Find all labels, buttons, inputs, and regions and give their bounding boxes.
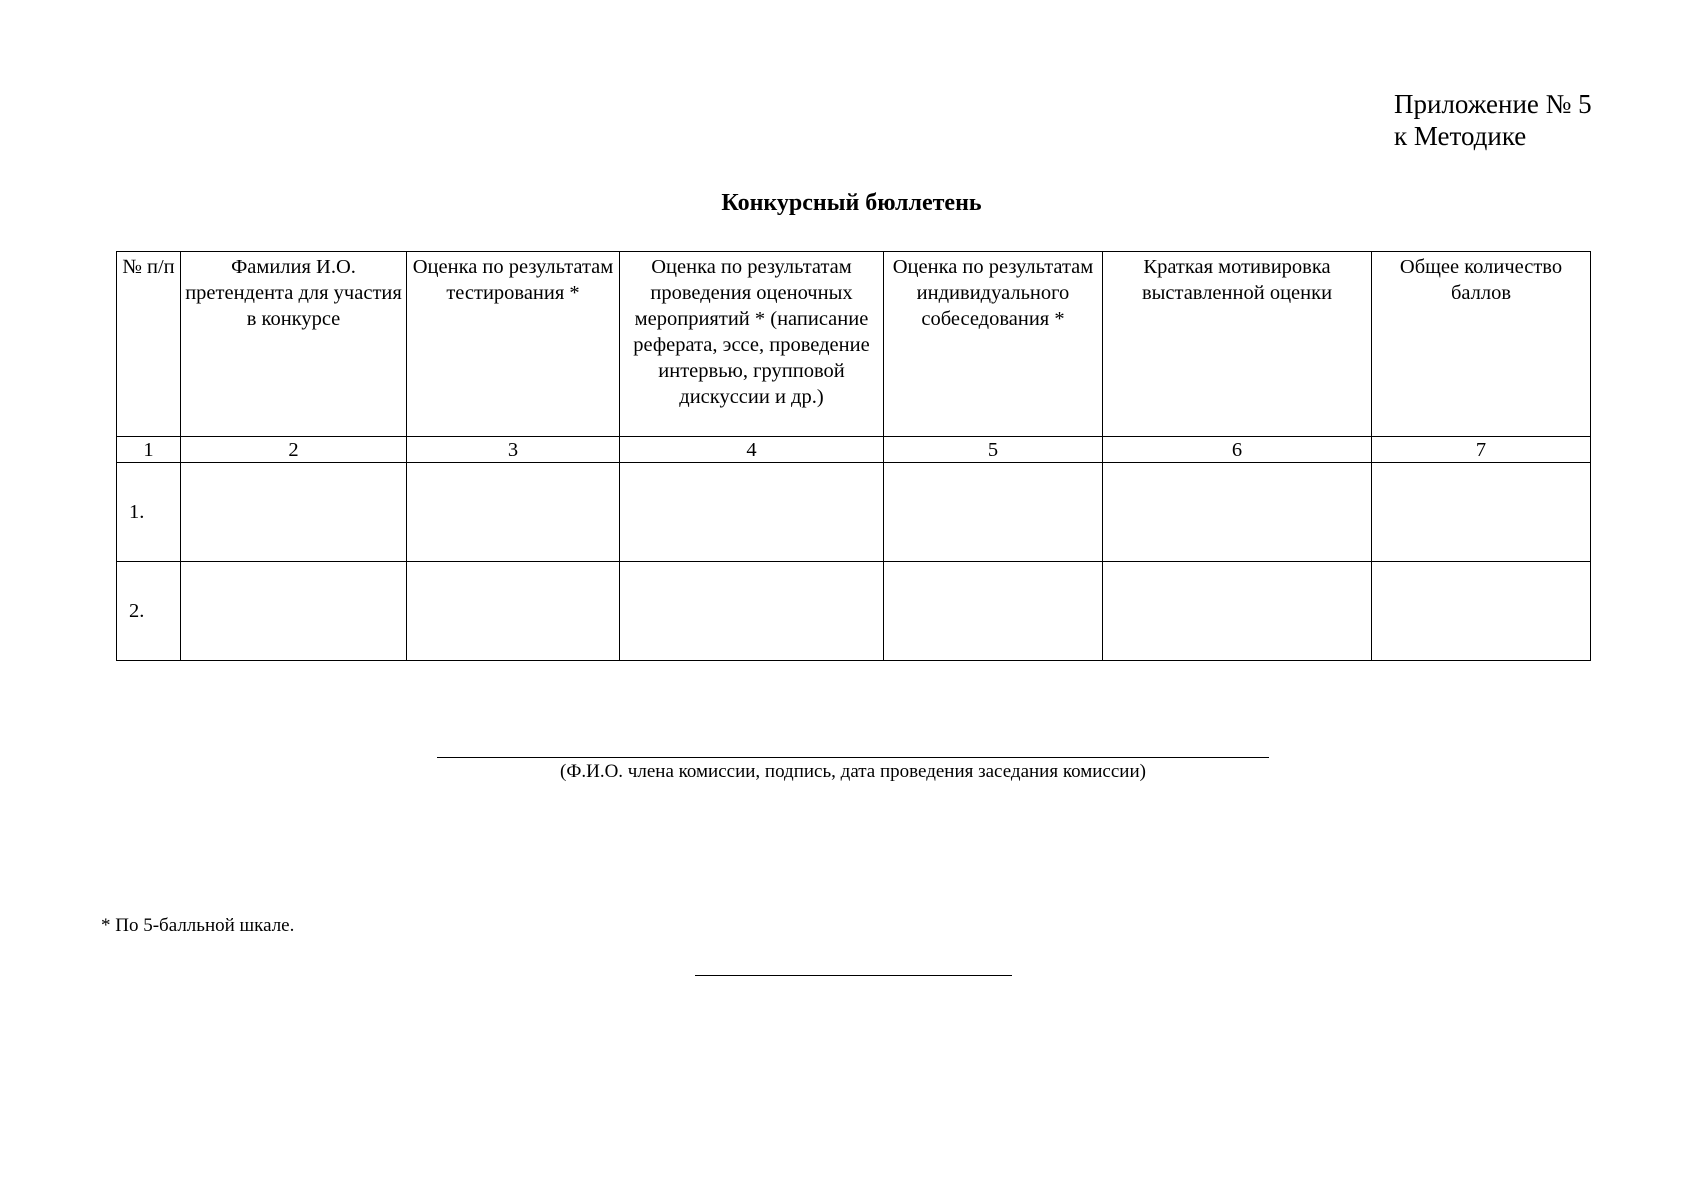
appendix-note xyxy=(1394,88,1592,152)
header-number: № п/п xyxy=(117,252,181,437)
header-row xyxy=(117,252,1591,437)
table-row xyxy=(117,562,1591,661)
signature-caption: (Ф.И.О. члена комиссии, подпись, дата проведения заседания комиссии) xyxy=(560,761,1146,782)
assessment-score-cell xyxy=(620,463,884,562)
column-number: 5 xyxy=(884,437,1103,463)
column-number-row xyxy=(117,437,1591,463)
candidate-name-cell xyxy=(181,463,407,562)
header-interview-score: Оценка по результатам индивидуального собеседования * xyxy=(884,252,1103,437)
document-title: Конкурсный бюллетень xyxy=(721,190,982,216)
header-total-points: Общее количество баллов xyxy=(1372,252,1591,437)
testing-score-cell xyxy=(407,562,620,661)
column-number: 6 xyxy=(1103,437,1372,463)
header-assessment-score: Оценка по результатам проведения оценочных мероприятий * (написание реферата, эссе, проведение интервью, групповой дискуссии и др.) xyxy=(620,252,884,437)
header-candidate-name: Фамилия И.О. претендента для участия в конкурсе xyxy=(181,252,407,437)
footnote: * По 5-балльной шкале. xyxy=(101,915,295,936)
assessment-score-cell xyxy=(620,562,884,661)
column-number: 1 xyxy=(117,437,181,463)
row-number: 2. xyxy=(117,562,181,661)
interview-score-cell xyxy=(884,463,1103,562)
column-number: 2 xyxy=(181,437,407,463)
table-row xyxy=(117,463,1591,562)
appendix-reference: к Методике xyxy=(1394,121,1527,151)
column-number: 3 xyxy=(407,437,620,463)
motivation-cell xyxy=(1103,562,1372,661)
column-number: 7 xyxy=(1372,437,1591,463)
end-divider xyxy=(695,975,1012,976)
total-points-cell xyxy=(1372,562,1591,661)
interview-score-cell xyxy=(884,562,1103,661)
column-number: 4 xyxy=(620,437,884,463)
header-testing-score: Оценка по результатам тестирования * xyxy=(407,252,620,437)
total-points-cell xyxy=(1372,463,1591,562)
ballot-table xyxy=(116,251,1591,661)
motivation-cell xyxy=(1103,463,1372,562)
header-motivation: Краткая мотивировка выставленной оценки xyxy=(1103,252,1372,437)
testing-score-cell xyxy=(407,463,620,562)
signature-line xyxy=(437,757,1269,758)
row-number: 1. xyxy=(117,463,181,562)
appendix-number: Приложение № 5 xyxy=(1394,89,1592,119)
candidate-name-cell xyxy=(181,562,407,661)
